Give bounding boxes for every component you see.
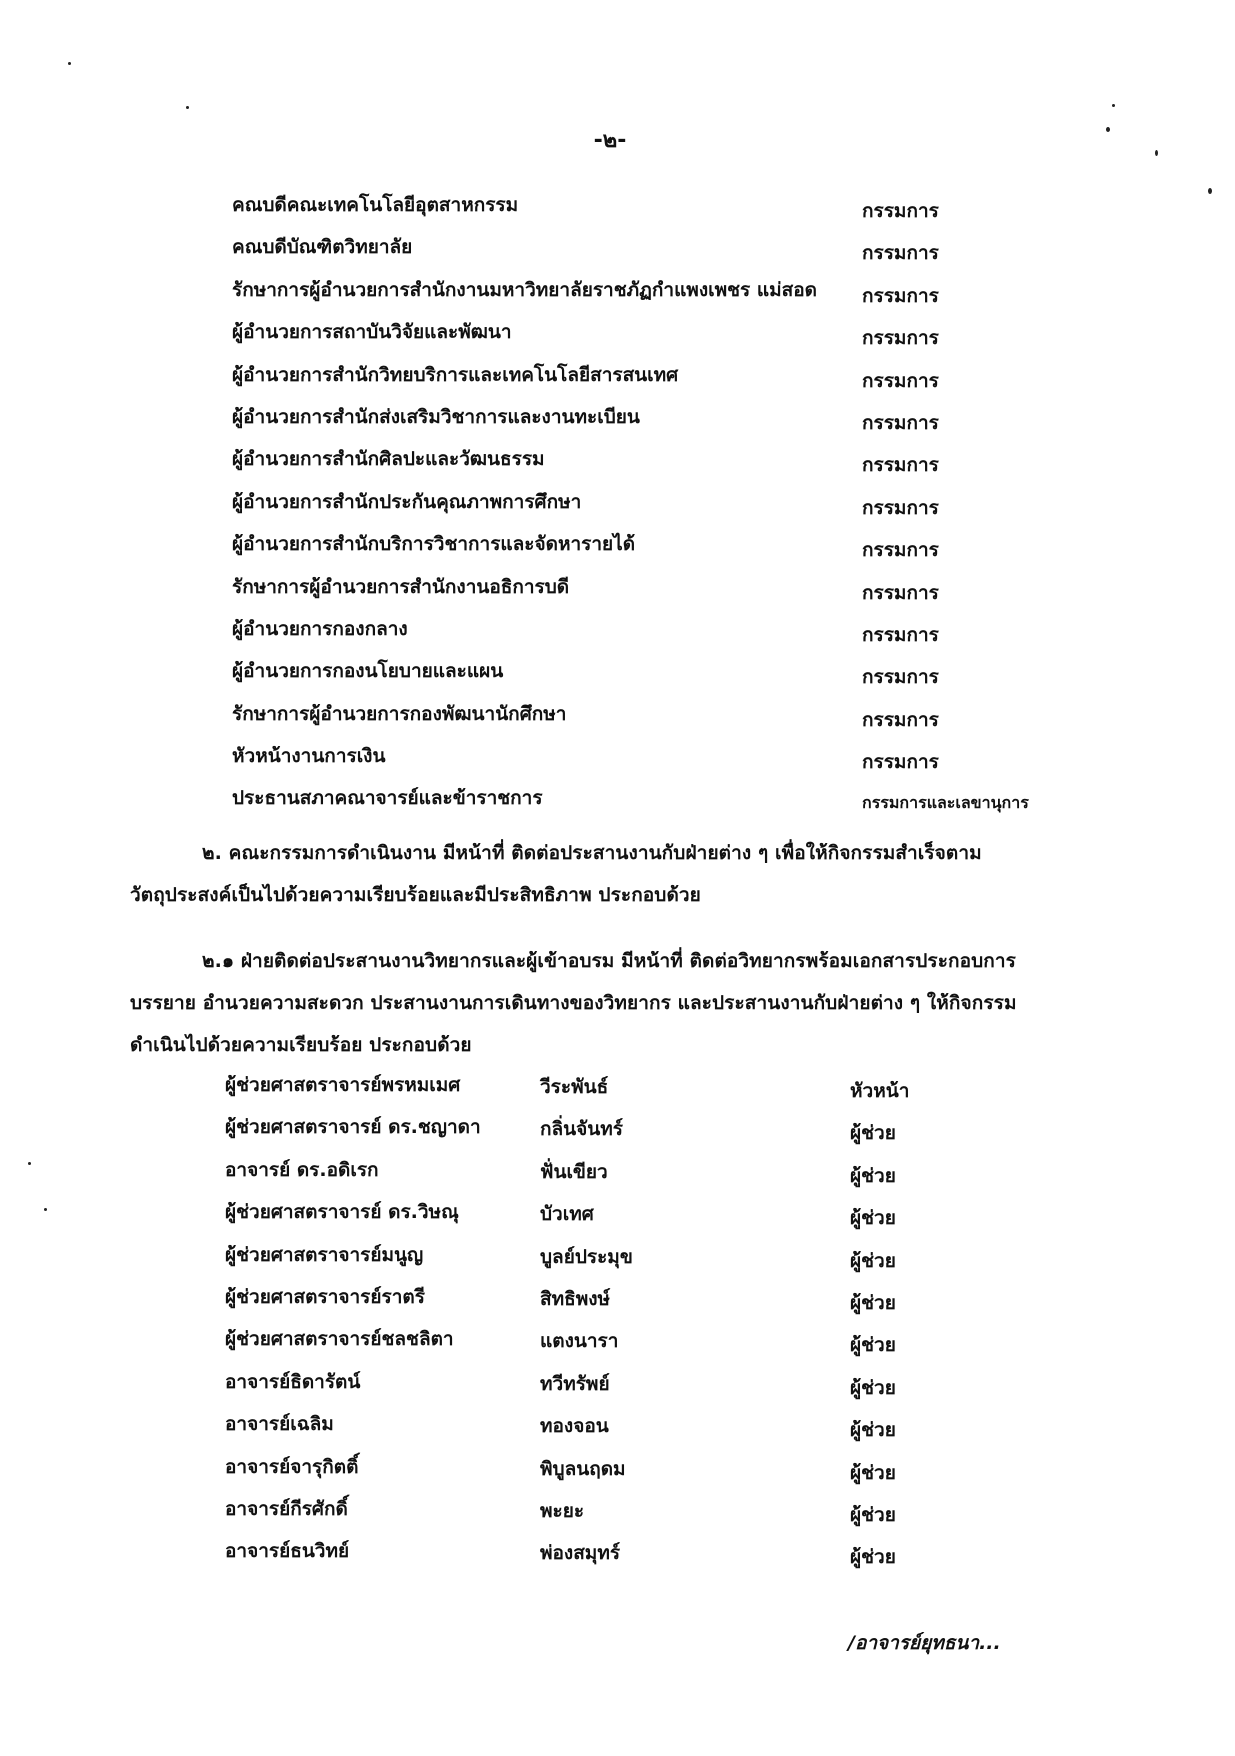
staff-row — [225, 1367, 985, 1409]
staff-name: อาจารย์เฉลิม — [225, 1413, 334, 1436]
committee-row — [232, 402, 1112, 444]
committee-row — [232, 699, 1112, 741]
committee-role: กรรมการ — [862, 454, 939, 477]
committee-role: กรรมการ — [862, 708, 939, 731]
committee-row — [232, 487, 1112, 529]
staff-role: ผู้ช่วย — [850, 1461, 896, 1484]
staff-name: ผู้ช่วยศาสตราจารย์ชลชลิตา — [225, 1328, 454, 1351]
staff-role: ผู้ช่วย — [850, 1122, 896, 1145]
committee-position: ผู้อำนวยการกองกลาง — [232, 617, 408, 640]
staff-role: ผู้ช่วย — [850, 1334, 896, 1357]
staff-role: ผู้ช่วย — [850, 1164, 896, 1187]
staff-name: ผู้ช่วยศาสตราจารย์ ดร.ชญาดา — [225, 1116, 481, 1139]
staff-surname: บูลย์ประมุข — [540, 1245, 633, 1268]
committee-role: กรรมการ — [862, 411, 939, 434]
staff-name: อาจารย์ธนวิทย์ — [225, 1540, 350, 1563]
committee-row — [232, 614, 1112, 656]
scan-speck — [1155, 150, 1158, 156]
committee-role: กรรมการ — [862, 751, 939, 774]
committee-role: กรรมการ — [862, 327, 939, 350]
staff-surname: พิบูลนฤดม — [540, 1457, 626, 1480]
staff-list — [225, 1070, 985, 1579]
staff-name: ผู้ช่วยศาสตราจารย์พรหมเมศ — [225, 1074, 461, 1096]
staff-surname: พ่องสมุทร์ — [540, 1542, 621, 1565]
staff-row — [225, 1155, 985, 1197]
scan-speck — [1208, 188, 1212, 194]
staff-name: ผู้ช่วยศาสตราจารย์ ดร.วิษณุ — [225, 1201, 459, 1224]
staff-surname: สิทธิพงษ์ — [540, 1287, 611, 1310]
committee-row — [232, 317, 1112, 359]
committee-row — [232, 444, 1112, 486]
staff-surname: บัวเทศ — [540, 1203, 594, 1226]
staff-role: หัวหน้า — [850, 1080, 910, 1102]
page-number: -๒- — [593, 128, 627, 153]
staff-row — [225, 1282, 985, 1324]
scan-speck — [68, 62, 71, 65]
committee-role: กรรมการและเลขานุการ — [862, 793, 1029, 813]
committee-position: ผู้อำนวยการกองนโยบายและแผน — [232, 660, 504, 683]
committee-role: กรรมการ — [862, 242, 939, 265]
staff-role: ผู้ช่วย — [850, 1249, 896, 1272]
staff-role: ผู้ช่วย — [850, 1503, 896, 1526]
committee-role: กรรมการ — [862, 369, 939, 392]
staff-name: อาจารย์กีรศักดิ์ — [225, 1497, 348, 1520]
committee-row — [232, 232, 1112, 274]
committee-position: ผู้อำนวยการสำนักส่งเสริมวิชาการและงานทะเบียน — [232, 405, 640, 428]
staff-surname: ฟั่นเขียว — [540, 1160, 608, 1183]
section-2-paragraph: ๒. คณะกรรมการดำเนินงาน มีหน้าที่ ติดต่อประสานงานกับฝ่ายต่าง ๆ เพื่อให้กิจกรรมสำเร็จตามวัตถุประสงค์เป็นไปด้วยความเรียบร้อยและมีประสิทธิภาพ ประกอบด้วย — [130, 842, 982, 906]
staff-surname: วีระพันธ์ — [540, 1076, 609, 1098]
committee-role: กรรมการ — [862, 581, 939, 604]
committee-position: ประธานสภาคณาจารย์และข้าราชการ — [232, 787, 543, 810]
scan-speck — [44, 1208, 47, 1211]
committee-position: ผู้อำนวยการสถาบันวิจัยและพัฒนา — [232, 321, 512, 344]
committee-role: กรรมการ — [862, 200, 939, 222]
scan-speck — [28, 1162, 31, 1165]
committee-role: กรรมการ — [862, 539, 939, 562]
committee-position: คณบดีบัณฑิตวิทยาลัย — [232, 236, 413, 259]
staff-row — [225, 1197, 985, 1239]
staff-role: ผู้ช่วย — [850, 1207, 896, 1230]
committee-role: กรรมการ — [862, 496, 939, 519]
committee-position: รักษาการผู้อำนวยการกองพัฒนานักศึกษา — [232, 702, 567, 725]
staff-name: อาจารย์ธิดารัตน์ — [225, 1370, 361, 1393]
committee-position: ผู้อำนวยการสำนักวิทยบริการและเทคโนโลยีสารสนเทศ — [232, 363, 679, 386]
committee-position: ผู้อำนวยการสำนักศิลปะและวัฒนธรรม — [232, 448, 545, 471]
staff-row — [225, 1494, 985, 1536]
staff-name: ผู้ช่วยศาสตราจารย์มนูญ — [225, 1243, 424, 1266]
staff-surname: พะยะ — [540, 1499, 585, 1522]
committee-row — [232, 572, 1112, 614]
staff-name: อาจารย์จารุกิตติ์ — [225, 1455, 359, 1478]
continuation-note: /อาจารย์ยุทธนา... — [848, 1632, 1001, 1654]
committee-position: ผู้อำนวยการสำนักประกันคุณภาพการศึกษา — [232, 490, 582, 513]
staff-row — [225, 1240, 985, 1282]
committee-list — [232, 190, 1112, 826]
scan-speck — [1106, 127, 1110, 132]
committee-row — [232, 275, 1112, 317]
staff-row — [225, 1409, 985, 1451]
staff-role: ผู้ช่วย — [850, 1376, 896, 1399]
committee-position: รักษาการผู้อำนวยการสำนักงานอธิการบดี — [232, 575, 570, 598]
scan-speck — [1112, 104, 1115, 107]
section-2-1-paragraph: ๒.๑ ฝ่ายติดต่อประสานงานวิทยากรและผู้เข้าอบรม มีหน้าที่ ติดต่อวิทยากรพร้อมเอกสารประกอบการบรรยาย อำนวยความสะดวก ประสานงานการเดินทางของวิทยากร และประสานงานกับฝ่ายต่าง ๆ ให้กิจกรรมดำเนินไปด้วยความเรียบร้อย ประกอบด้วย — [130, 950, 1017, 1056]
staff-name: ผู้ช่วยศาสตราจารย์ราตรี — [225, 1285, 425, 1308]
staff-role: ผู้ช่วย — [850, 1291, 896, 1314]
committee-role: กรรมการ — [862, 666, 939, 689]
committee-position: รักษาการผู้อำนวยการสำนักงานมหาวิทยาลัยราชภัฏกำแพงเพชร แม่สอด — [232, 278, 817, 301]
staff-surname: ทวีทรัพย์ — [540, 1372, 610, 1395]
staff-role: ผู้ช่วย — [850, 1546, 896, 1569]
staff-row — [225, 1324, 985, 1366]
committee-role: กรรมการ — [862, 623, 939, 646]
committee-row — [232, 656, 1112, 698]
committee-row — [232, 529, 1112, 571]
committee-row — [232, 741, 1112, 783]
staff-role: ผู้ช่วย — [850, 1419, 896, 1442]
staff-row — [225, 1452, 985, 1494]
staff-row — [225, 1112, 985, 1154]
staff-row — [225, 1070, 985, 1112]
committee-row — [232, 783, 1112, 825]
committee-position: หัวหน้างานการเงิน — [232, 745, 386, 768]
committee-role: กรรมการ — [862, 284, 939, 307]
staff-row — [225, 1536, 985, 1578]
committee-position: คณบดีคณะเทคโนโลยีอุตสาหกรรม — [232, 194, 519, 216]
committee-row — [232, 190, 1112, 232]
staff-name: อาจารย์ ดร.อดิเรก — [225, 1158, 379, 1181]
committee-position: ผู้อำนวยการสำนักบริการวิชาการและจัดหารายได้ — [232, 533, 636, 556]
scan-speck — [186, 106, 189, 109]
staff-surname: ทองจอน — [540, 1415, 609, 1438]
committee-row — [232, 360, 1112, 402]
staff-surname: แตงนารา — [540, 1330, 619, 1353]
staff-surname: กลิ่นจันทร์ — [540, 1118, 623, 1141]
